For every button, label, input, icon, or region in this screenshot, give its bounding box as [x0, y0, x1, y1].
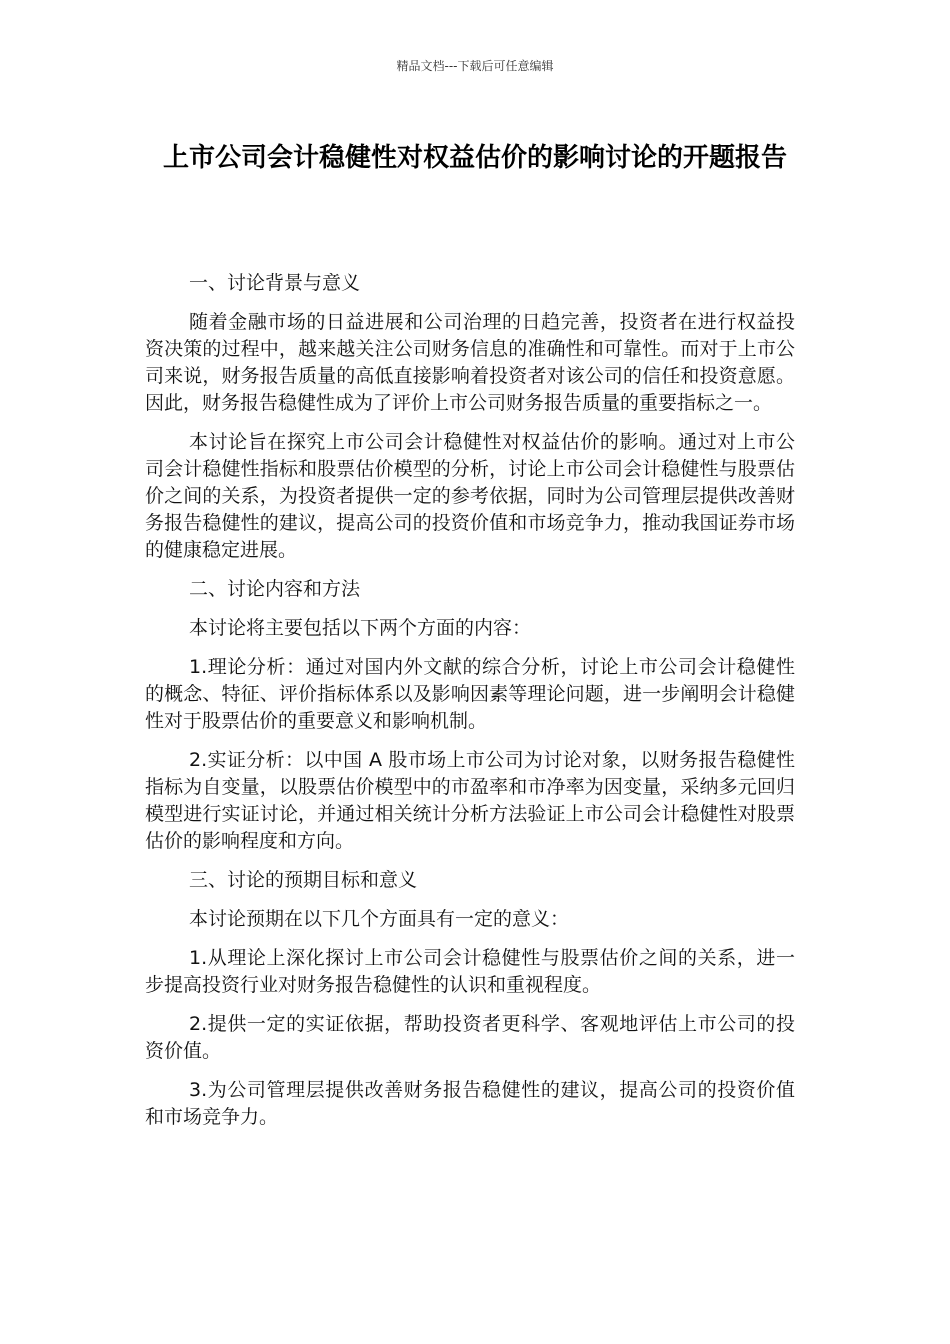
section-heading: 一、讨论背景与意义 [189, 272, 361, 294]
page-header: 精品文档---下载后可任意编辑 [396, 59, 554, 73]
document-title: 上市公司会计稳健性对权益估价的影响讨论的开题报告 [162, 143, 787, 173]
paragraph: 本讨论预期在以下几个方面具有一定的意义： [189, 908, 570, 930]
paragraph: 1.理论分析：通过对国内外文献的综合分析，讨论上市公司会计稳健性的概念、特征、评价指标体系以及影响因素等理论问题，进一步阐明会计稳健性对于股票估价的重要意义和影响机制。 [145, 656, 795, 732]
document-body [145, 270, 795, 1143]
section-heading: 二、讨论内容和方法 [189, 578, 361, 600]
paragraph: 本讨论将主要包括以下两个方面的内容： [189, 617, 532, 639]
section-heading: 三、讨论的预期目标和意义 [189, 869, 418, 891]
paragraph: 1.从理论上深化探讨上市公司会计稳健性与股票估价之间的关系，进一步提高投资行业对财务报告稳健性的认识和重视程度。 [145, 947, 795, 996]
paragraph: 2.提供一定的实证依据，帮助投资者更科学、客观地评估上市公司的投资价值。 [145, 1013, 795, 1062]
paragraph: 本讨论旨在探究上市公司会计稳健性对权益估价的影响。通过对上市公司会计稳健性指标和股票估价模型的分析，讨论上市公司会计稳健性与股票估价之间的关系，为投资者提供一定的参考依据，同时为公司管理层提供改善财务报告稳健性的建议，提高公司的投资价值和市场竞争力，推动我国证券市场的健康稳定进展。 [145, 431, 795, 561]
paragraph: 2.实证分析：以中国 A 股市场上市公司为讨论对象，以财务报告稳健性指标为自变量，以股票估价模型中的市盈率和市净率为因变量，采纳多元回归模型进行实证讨论，并通过相关统计分析方法验证上市公司会计稳健性对股票估价的影响程度和方向。 [145, 749, 795, 852]
paragraph: 随着金融市场的日益进展和公司治理的日趋完善，投资者在进行权益投资决策的过程中，越来越关注公司财务信息的准确性和可靠性。而对于上市公司来说，财务报告质量的高低直接影响着投资者对该公司的信任和投资意愿。因此，财务报告稳健性成为了评价上市公司财务报告质量的重要指标之一。 [145, 311, 795, 414]
paragraph: 3.为公司管理层提供改善财务报告稳健性的建议，提高公司的投资价值和市场竞争力。 [145, 1079, 795, 1128]
